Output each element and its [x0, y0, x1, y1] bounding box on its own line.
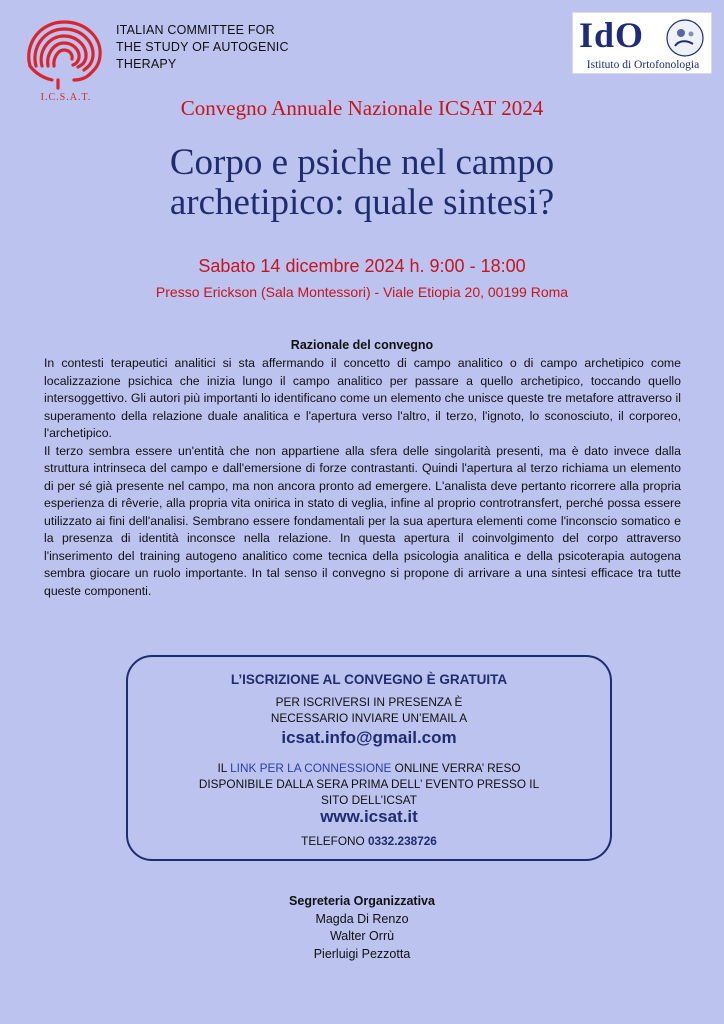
- registration-instructions: [128, 694, 610, 726]
- committee-name: [116, 22, 289, 73]
- online-line-3: SITO DELL’ICSAT: [321, 793, 417, 807]
- online-suffix: ONLINE VERRA’ RESO: [391, 761, 521, 775]
- online-line-2: DISPONIBILE DALLA SERA PRIMA DELL’ EVENTO PRESSO IL: [198, 777, 540, 791]
- title-line-1: Corpo e psiche nel campo: [169, 142, 555, 183]
- phone-number[interactable]: 0332.238726: [367, 834, 437, 848]
- website-link[interactable]: www.icsat.it: [320, 807, 418, 826]
- event-series-title: Convegno Annuale Nazionale ICSAT 2024: [180, 96, 544, 120]
- registration-email-link[interactable]: icsat.info@gmail.com: [281, 728, 457, 747]
- online-line-1: [128, 760, 610, 776]
- secretariat: [0, 893, 724, 963]
- rationale-title: Razionale del convegno: [290, 338, 434, 352]
- title-line-2: archetipico: quale sintesi?: [169, 182, 555, 223]
- page-title: [0, 143, 724, 223]
- ido-emblem-icon: [665, 18, 705, 58]
- committee-line-1: ITALIAN COMMITTEE FOR: [116, 23, 275, 37]
- secretariat-member: Walter Orrù: [329, 929, 395, 943]
- online-info: [128, 760, 610, 808]
- registration-box: [126, 655, 612, 861]
- ido-logo-subtitle: Istituto di Ortofonologia: [586, 59, 700, 71]
- phone-label: TELEFONO: [301, 834, 368, 848]
- icsat-logo-text: I.C.S.A.T.: [40, 92, 92, 103]
- connection-link[interactable]: LINK PER LA CONNESSIONE: [230, 761, 392, 775]
- registration-line-2: NECESSARIO INVIARE UN’EMAIL A: [270, 711, 468, 725]
- event-venue: Presso Erickson (Sala Montessori) - Viale Etiopia 20, 00199 Roma: [155, 284, 569, 300]
- registration-line-1: PER ISCRIVERSI IN PRESENZA È: [275, 695, 463, 709]
- rationale-paragraph-2: Il terzo sembra essere un'entità che non appartiene alla sfera delle singolarità presenti, ma è dato invece dalla struttura intrinseca del campo e dall'emersione di forze contrastanti. Quindi l'apertura al terzo richiama un elemento di per sé già presente nel campo, ma non ancora pronto ad emergere. L'analista deve pertanto ricorrere alla propria esperienza di rêverie, alla propria vita onirica in stato di veglia, infine al proprio controtransfert, perché possa essere utilizzato ai fini dell'analisi. Sembrano essere fondamentali per la sua apertura elementi come l'inconscio somatico e la presenza di identità inconsce nella relazione. In questa apertura il coinvolgimento del corpo attraverso l'inserimento del training autogeno analitico come tecnica della psicologia analitica e della psicoterapia autogena sembra giocare un ruolo importante. In tal senso il convegno si propone di arrivare a una sintesi efficace tra tutte queste componenti.: [44, 443, 681, 598]
- phone-info: [128, 834, 610, 848]
- committee-line-2: THE STUDY OF AUTOGENIC: [116, 40, 289, 54]
- event-date: Sabato 14 dicembre 2024 h. 9:00 - 18:00: [198, 256, 526, 276]
- committee-line-3: THERAPY: [116, 57, 177, 71]
- rationale-text: [44, 355, 681, 600]
- secretariat-member: Pierluigi Pezzotta: [313, 946, 411, 961]
- secretariat-member: Magda Di Renzo: [315, 911, 409, 926]
- online-prefix: IL: [217, 761, 231, 775]
- secretariat-title: Segreteria Organizzativa: [289, 894, 435, 908]
- ido-logo: [572, 12, 712, 74]
- ido-logo-word: IdO: [579, 15, 645, 55]
- icsat-logo: [16, 14, 112, 104]
- registration-heading: L’ISCRIZIONE AL CONVEGNO È GRATUITA: [230, 672, 508, 687]
- rationale-paragraph-1: In contesti terapeutici analitici si sta affermando il concetto di campo analitico o di campo archetipico come localizzazione psichica che inizia lungo il campo analitico per passare a quello archetipico, toccando quello intersoggettivo. Gli autori più importanti lo identificano come un elemento che unisce queste tre metafore attraverso il superamento della relazione duale analitica e l'apertura verso l'altro, il terzo, l'ignoto, lo sconosciuto, il corporeo, l'archetipico.: [44, 356, 681, 440]
